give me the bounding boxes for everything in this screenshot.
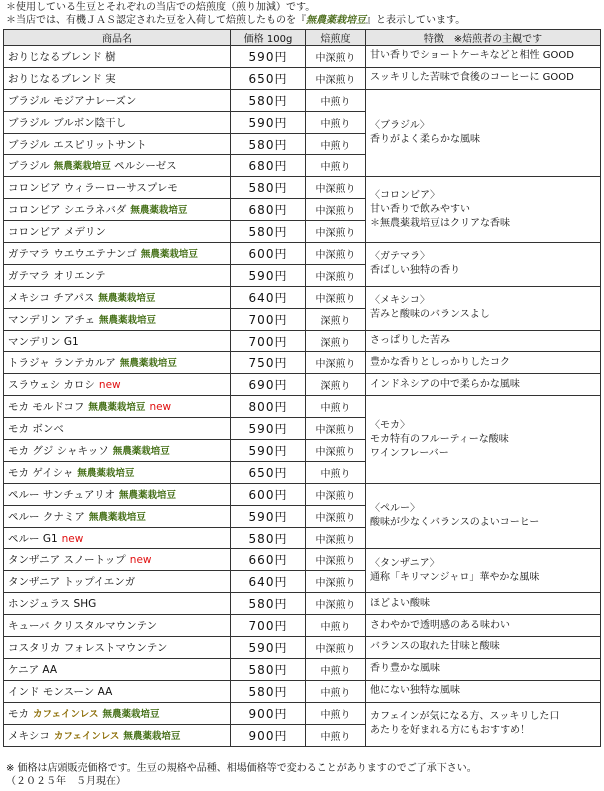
product-name-text: マンデリン G1 [8, 335, 79, 348]
decaf-label: カフェインレス [53, 730, 120, 742]
product-name [4, 680, 231, 702]
table-row [4, 177, 601, 199]
product-name-text: モカ グジ シャキッソ [8, 444, 109, 457]
organic-label: 無農薬栽培豆 [123, 730, 181, 742]
roast-level: 深煎り [306, 330, 366, 352]
table-row [4, 374, 601, 396]
product-price: 750円 [231, 352, 306, 374]
product-name [4, 593, 231, 615]
organic-label: 無農薬栽培豆 [130, 205, 188, 217]
product-price: 590円 [231, 111, 306, 133]
product-price: 580円 [231, 177, 306, 199]
product-name [4, 199, 231, 221]
table-row [4, 286, 601, 308]
table-header-row [4, 30, 601, 46]
roast-level: 中深煎り [306, 527, 366, 549]
roast-level: 中煎り [306, 396, 366, 418]
product-name [4, 571, 231, 593]
roast-level: 中深煎り [306, 286, 366, 308]
organic-label: 無農薬栽培豆 [53, 161, 111, 173]
product-name-text: おりじなるブレンド 樹 [8, 50, 116, 63]
product-price: 590円 [231, 440, 306, 462]
roast-level: 深煎り [306, 308, 366, 330]
product-price: 600円 [231, 483, 306, 505]
table-row [4, 330, 601, 352]
header-name: 商品名 [4, 30, 231, 46]
product-price: 680円 [231, 199, 306, 221]
organic-label: 無農薬栽培豆 [99, 314, 157, 326]
table-row [4, 658, 601, 680]
product-name-text: ブラジル ブルボン陰干し [8, 116, 127, 129]
table-row [4, 396, 601, 418]
product-name-text: ペルー サンチュアリオ [8, 488, 115, 501]
product-name-text: タンザニア スノートップ [8, 554, 126, 567]
product-name [4, 527, 231, 549]
product-price: 580円 [231, 658, 306, 680]
product-price: 900円 [231, 724, 306, 746]
product-price: 580円 [231, 680, 306, 702]
product-name [4, 133, 231, 155]
product-name [4, 702, 231, 724]
product-description: 〈メキシコ〉 苦みと酸味のバランスよし [366, 286, 601, 330]
table-row [4, 549, 601, 571]
roast-level: 中煎り [306, 680, 366, 702]
product-name [4, 221, 231, 243]
roast-level: 中深煎り [306, 243, 366, 265]
product-name-text: ブラジル [8, 160, 50, 173]
header-roast: 焙煎度 [306, 30, 366, 46]
roast-level: 中煎り [306, 155, 366, 177]
organic-label: 無農薬栽培豆 [88, 511, 146, 523]
roast-level: 中深煎り [306, 440, 366, 462]
product-description: スッキリした苦味で食後のコーヒーに GOOD [366, 67, 601, 89]
roast-level: 中深煎り [306, 418, 366, 440]
product-price: 660円 [231, 549, 306, 571]
product-price: 700円 [231, 615, 306, 637]
product-price: 650円 [231, 67, 306, 89]
product-name-text: マンデリン アチェ [8, 313, 96, 326]
roast-level: 中煎り [306, 615, 366, 637]
organic-label: 無農薬栽培豆 [119, 358, 177, 370]
product-name-text: ペルー クナミア [8, 510, 85, 523]
product-description: インドネシアの中で柔らかな風味 [366, 374, 601, 396]
decaf-label: カフェインレス [33, 708, 99, 720]
organic-label: 無農薬栽培豆 [77, 467, 135, 479]
product-name-text: スラウェシ カロシ [8, 379, 95, 392]
roast-level: 中深煎り [306, 505, 366, 527]
footer [6, 762, 477, 788]
product-description: さっぱりした苦み [366, 330, 601, 352]
product-name-text: モカ ゲイシャ [8, 466, 74, 479]
table-row [4, 615, 601, 637]
product-name [4, 330, 231, 352]
note-line-2-pre: ＊当店では、有機ＪＡＳ認定された豆を入荷して焙煎したものを『 [6, 15, 306, 26]
product-name-text: メキシコ チアパス [8, 291, 95, 304]
roast-level: 中煎り [306, 724, 366, 746]
table-row [4, 593, 601, 615]
product-price: 590円 [231, 418, 306, 440]
new-badge: new [98, 379, 121, 392]
product-name-text: おりじなるブレンド 実 [8, 72, 116, 85]
product-price: 590円 [231, 637, 306, 659]
product-name-text: ホンジュラス SHG [8, 598, 97, 611]
product-price: 680円 [231, 155, 306, 177]
price-table [3, 29, 601, 747]
product-name [4, 308, 231, 330]
roast-level: 中煎り [306, 133, 366, 155]
product-name-text: モカ ボンベ [8, 423, 64, 436]
product-name-text: コロンビア ウィラーローサスプレモ [8, 182, 178, 195]
roast-level: 中深煎り [306, 483, 366, 505]
product-name-text: コロンビア シエラネバダ [8, 204, 127, 217]
product-name-text: インド モンスーン AA [8, 685, 113, 698]
product-description: さわやかで透明感のある味わい [366, 615, 601, 637]
product-name-text: ケニア AA [8, 663, 58, 676]
product-price: 580円 [231, 133, 306, 155]
organic-label: 無農薬栽培豆 [118, 489, 176, 501]
roast-level: 中煎り [306, 702, 366, 724]
product-description: 〈タンザニア〉 通称「キリマンジャロ」華やかな風味 [366, 549, 601, 593]
product-price: 580円 [231, 221, 306, 243]
product-name [4, 637, 231, 659]
product-description: 他にない独特な風味 [366, 680, 601, 702]
product-name [4, 111, 231, 133]
product-name-text: ブラジル エスピリットサント [8, 138, 147, 151]
product-price: 590円 [231, 46, 306, 68]
product-name-text: モカ [8, 707, 29, 720]
table-row [4, 637, 601, 659]
product-name [4, 177, 231, 199]
roast-level: 中深煎り [306, 549, 366, 571]
footer-date: （２０２５年 ５月現在） [6, 776, 126, 787]
product-description: 〈コロンビア〉 甘い香りで飲みやすい ＊無農薬栽培豆はクリアな香味 [366, 177, 601, 243]
table-body [4, 46, 601, 747]
roast-level: 中深煎り [306, 177, 366, 199]
product-name-text: キューバ クリスタルマウンテン [8, 620, 158, 633]
product-price: 690円 [231, 374, 306, 396]
table-row [4, 89, 601, 111]
note-line-2 [0, 14, 465, 27]
product-price: 700円 [231, 308, 306, 330]
product-name-text: タンザニア トップイエンガ [8, 576, 136, 589]
product-price: 580円 [231, 527, 306, 549]
product-description: 甘い香りでショートケーキなどと相性 GOOD [366, 46, 601, 68]
product-description: 〈ガテマラ〉 香ばしい独特の香り [366, 243, 601, 287]
product-price: 800円 [231, 396, 306, 418]
note-line-2-post: 』と表示しています。 [366, 15, 466, 26]
product-name [4, 505, 231, 527]
product-name [4, 658, 231, 680]
roast-level: 中深煎り [306, 46, 366, 68]
note-line-1: ＊使用している生豆とそれぞれの当店での焙煎度（煎り加減）です。 [6, 2, 316, 13]
roast-level: 深煎り [306, 374, 366, 396]
header-price: 価格 100g [231, 30, 306, 46]
product-price: 640円 [231, 286, 306, 308]
product-name [4, 483, 231, 505]
notes [0, 1, 465, 27]
table-row [4, 680, 601, 702]
product-description: バランスの取れた甘味と酸味 [366, 637, 601, 659]
table-row [4, 702, 601, 724]
product-name [4, 155, 231, 177]
product-description: 〈モカ〉 モカ特有のフルーティーな酸味 ワインフレーバー [366, 396, 601, 484]
product-name [4, 286, 231, 308]
product-description: 〈ブラジル〉 香りがよく柔らかな風味 [366, 89, 601, 177]
product-name-text: コロンビア メデリン [8, 226, 106, 239]
table-row [4, 352, 601, 374]
table-row [4, 46, 601, 68]
product-name-text: コスタリカ フォレストマウンテン [8, 641, 168, 654]
product-price: 900円 [231, 702, 306, 724]
product-name [4, 46, 231, 68]
organic-label: 無農薬栽培豆 [140, 248, 198, 260]
product-name [4, 89, 231, 111]
roast-level: 中深煎り [306, 199, 366, 221]
product-description: 〈ペルー〉 酸味が少なくバランスのよいコーヒー [366, 483, 601, 549]
product-name [4, 243, 231, 265]
product-price: 580円 [231, 593, 306, 615]
product-name [4, 396, 231, 418]
product-name [4, 549, 231, 571]
product-name-suffix: ペルシーゼス [114, 160, 177, 173]
roast-level: 中深煎り [306, 67, 366, 89]
organic-label: 無農薬栽培豆 [102, 708, 160, 720]
product-name [4, 461, 231, 483]
footer-note: ※ 価格は店頭販売価格です。生豆の規格や品種、相場価格等で変わることがありますのでご了承下さい。 [6, 763, 477, 774]
product-name-text: ガテマラ オリエンテ [8, 269, 106, 282]
organic-label: 無農薬栽培豆 [88, 402, 146, 414]
product-name [4, 374, 231, 396]
product-name [4, 418, 231, 440]
product-description: 豊かな香りとしっかりしたコク [366, 352, 601, 374]
product-name [4, 67, 231, 89]
product-name [4, 352, 231, 374]
table-row [4, 67, 601, 89]
product-price: 700円 [231, 330, 306, 352]
product-description: 香り豊かな風味 [366, 658, 601, 680]
product-price: 590円 [231, 264, 306, 286]
product-price: 650円 [231, 461, 306, 483]
product-name [4, 615, 231, 637]
roast-level: 中深煎り [306, 571, 366, 593]
roast-level: 中深煎り [306, 352, 366, 374]
table-row [4, 483, 601, 505]
product-name-text: トラジャ ランテカルア [8, 357, 116, 370]
note-line-2-highlight: 無農薬栽培豆 [306, 15, 366, 26]
product-name-text: ガテマラ ウエウエテナンゴ [8, 247, 137, 260]
table-row [4, 243, 601, 265]
product-name [4, 264, 231, 286]
product-name-text: ペルー G1 [8, 532, 58, 545]
roast-level: 中煎り [306, 658, 366, 680]
product-price: 590円 [231, 505, 306, 527]
new-badge: new [129, 554, 152, 567]
header-desc: 特徴 ※焙煎者の主観です [366, 30, 601, 46]
roast-level: 中煎り [306, 111, 366, 133]
roast-level: 中煎り [306, 89, 366, 111]
roast-level: 中深煎り [306, 264, 366, 286]
new-badge: new [61, 532, 84, 545]
product-name [4, 440, 231, 462]
product-description: ほどよい酸味 [366, 593, 601, 615]
product-name-text: ブラジル モジアナレーズン [8, 94, 137, 107]
roast-level: 中深煎り [306, 221, 366, 243]
roast-level: 中深煎り [306, 593, 366, 615]
product-price: 640円 [231, 571, 306, 593]
product-price: 580円 [231, 89, 306, 111]
organic-label: 無農薬栽培豆 [98, 292, 156, 304]
product-price: 600円 [231, 243, 306, 265]
product-name-text: メキシコ [8, 729, 50, 742]
organic-label: 無農薬栽培豆 [112, 445, 170, 457]
product-name [4, 724, 231, 746]
product-description: カフェインが気になる方、スッキリした口 あたりを好まれる方にもおすすめ！ [366, 702, 601, 746]
roast-level: 中煎り [306, 461, 366, 483]
roast-level: 中深煎り [306, 637, 366, 659]
product-name-text: モカ モルドコフ [8, 401, 85, 414]
new-badge: new [149, 401, 172, 414]
